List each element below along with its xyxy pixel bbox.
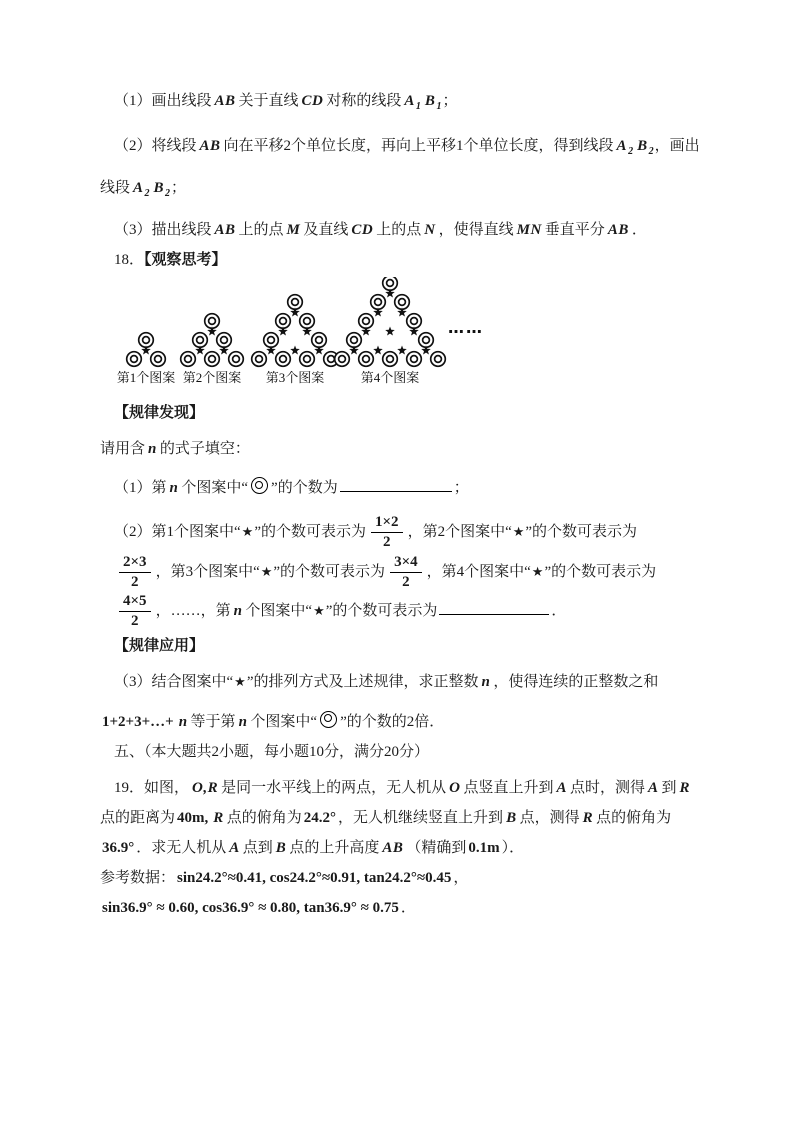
fraction-numerator: 1×2 [371,514,403,533]
math-variable: A [229,839,240,856]
text-run: ，第3个图案中“ [155,563,260,580]
pattern-circle [431,352,446,367]
text-run: ”的个数可表示为 [544,563,657,580]
text-run: 向在平移2个单位长度，再向上平移1个单位长度，得到线段 [223,138,614,154]
text-run: 点的距离为 [100,809,176,826]
pattern-circle [139,333,154,348]
text-run: 参考数据： [100,869,176,886]
math-variable: A [404,93,415,109]
star-icon: ★ [241,525,254,541]
math-variable: B [506,809,517,826]
math-subscript: 2 [144,188,150,199]
math-variable: R [213,809,224,826]
text-run: 的式子填空： [159,441,250,457]
bold-value: 36.9° [102,839,135,856]
text-run: ”的个数可表示为 [254,524,366,541]
ellipsis-dots: …… [448,318,484,337]
math-variable: A [556,779,567,796]
math-variable: R [679,779,691,796]
line-q17-part1 [100,88,694,120]
star-icon: ★ [313,604,325,620]
fraction-denominator: 2 [131,613,139,630]
text-run: ，第4个图案中“ [426,563,531,580]
star-icon: ★ [260,564,273,580]
text-run: 到 [661,779,677,796]
pattern-circle [264,333,279,348]
text-run: （3）描出线段 [114,222,212,238]
text-run: 个图案中“ [250,713,318,730]
text-run: 点到 [242,839,273,856]
pattern-star [290,346,300,355]
line-q19-3 [100,835,694,861]
math-subscript: 1 [436,101,442,112]
math-subscript: 2 [648,146,654,157]
math-variable: B [637,138,648,154]
pattern-star [397,346,407,355]
bold-value: 24.2° [303,809,337,826]
math-variable: AB [199,138,221,154]
pattern-circle [205,352,220,367]
pattern-figure-svg [112,277,672,390]
text-run: 线段 [100,180,131,196]
answer-blank [340,476,452,492]
bold-value: 0.1m [468,839,500,856]
bracket-header: 【规律发现】 [114,405,205,421]
line-q19-1 [100,775,694,801]
fraction-numerator: 4×5 [119,593,151,612]
pattern-star [385,327,395,336]
pattern-circle [229,352,244,367]
text-run: ”的个数可表示为 [525,524,638,541]
line-q19-2 [100,805,694,831]
text-run: 上的点 [238,222,284,238]
text-run: 19．如图， [114,779,190,796]
text-flow [100,88,700,934]
line-q18-part2-1 [100,514,694,552]
fraction [119,593,151,631]
math-variable: AB [382,839,404,856]
pattern-circle [288,295,303,310]
math-variable: AB [607,222,629,238]
pattern-circle [252,352,267,367]
text-run: 点的俯角为 [596,809,672,826]
text-run: ”的个数的2倍． [340,713,445,730]
pattern-circle [193,333,208,348]
answer-blank [439,599,549,615]
text-run: 五、（本大题共2小题，每小题10分，满分20分） [114,743,430,760]
math-subscript: 1 [415,101,421,112]
math-variable: B [153,180,165,196]
text-run: ． [551,603,567,620]
pattern-circle [205,314,220,329]
text-run: ，使得直线 [438,222,514,238]
bold-value: 1+2+3+…+ [102,713,174,730]
line-q18-instruction [100,436,694,462]
text-run: （2）第1个图案中“ [114,524,241,541]
pattern-circle [300,352,315,367]
pattern-star [373,346,383,355]
math-variable: B [424,93,436,109]
text-run: ，……，第 [155,603,231,620]
pattern-circle [407,314,422,329]
bold-value: sin36.9° ≈ 0.60, cos36.9° ≈ 0.80, tan36.9° ≈ 0.75 [102,899,399,916]
math-variable: n [169,480,179,496]
pattern-label: 第4个图案 [360,370,420,385]
math-variable: R [582,809,594,826]
line-section-application [100,633,694,659]
line-q18-heading [100,247,694,273]
pattern-circle [181,352,196,367]
bold-value: sin24.2°≈0.41, cos24.2°≈0.91, tan24.2°≈0.45 [177,869,452,886]
math-variable: M [286,222,301,238]
math-variable: n [481,673,491,690]
line-q18-blank1 [100,475,694,501]
math-variable: CD [351,222,374,238]
pattern-label: 第1个图案 [116,370,176,385]
text-run: 点时，测得 [570,779,646,796]
bracket-header: 【规律应用】 [114,637,205,654]
pattern-circle [383,277,398,290]
math-variable: A [648,779,659,796]
fraction-numerator: 3×4 [390,554,422,573]
math-variable: AB [214,93,236,109]
pattern-circle [347,333,362,348]
math-variable: n [238,713,248,730]
math-variable: MN [516,222,542,238]
text-run: ． [400,899,416,916]
text-run: ”的个数可表示为 [325,603,438,620]
bold-value: 40m, [177,809,209,826]
text-run: 点的俯角为 [226,809,302,826]
pattern-circle [359,352,374,367]
star-icon: ★ [512,525,525,541]
text-run: （3）结合图案中“ [114,673,234,690]
text-run: ”的个数可表示为 [273,563,386,580]
text-run: ”的排列方式及上述规律，求正整数 [246,673,479,690]
math-variable: A [616,138,628,154]
fraction [119,554,151,592]
line-q17-part2-1 [100,133,700,165]
math-variable: B [275,839,287,856]
bracket-header: 【观察思考】 [144,252,227,268]
pattern-circle [395,295,410,310]
text-run: ； [453,480,469,496]
pattern-circle [312,333,327,348]
pattern-circle [407,352,422,367]
text-run: 请用含 [100,441,146,457]
line-q18-part2-3 [100,593,694,631]
star-icon: ★ [531,564,544,580]
text-run: 关于直线 [238,93,299,109]
pattern-circle [300,314,315,329]
text-run: 对称的线段 [326,93,402,109]
text-run: ”的个数为 [271,480,338,496]
text-run: ）． [501,839,525,856]
fraction [371,514,403,552]
math-variable: O,R [192,779,219,796]
pattern-circle [359,314,374,329]
text-run: ，画出 [654,138,700,154]
text-run: 点竖直上升到 [463,779,554,796]
text-run: 及直线 [303,222,349,238]
text-run: ，无人机继续竖直上升到 [338,809,504,826]
text-run: 18． [114,252,145,268]
text-run: 点的上升高度 [289,839,380,856]
pattern-label: 第2个图案 [182,370,242,385]
pattern-circle [276,352,291,367]
math-variable: AB [214,222,236,238]
text-run: 个图案中“ [181,480,249,496]
text-run: 垂直平分 [544,222,605,238]
star-icon: ★ [234,674,246,690]
math-variable: n [233,603,243,620]
line-q17-part2-2 [100,175,694,207]
pattern-circle [217,333,232,348]
fraction-denominator: 2 [402,573,410,590]
math-subscript: 2 [628,146,634,157]
pattern-circle [419,333,434,348]
math-variable: n [178,713,188,730]
text-run: ． [631,222,647,238]
text-run: ； [442,93,458,109]
pattern-circle [371,295,386,310]
line-q17-part3 [100,217,694,243]
pattern-figure [112,277,694,390]
text-run: （精确到 [406,839,467,856]
math-variable: O [449,779,461,796]
fraction-denominator: 2 [131,573,139,590]
text-run: 点，测得 [519,809,580,826]
line-section-five [100,739,694,765]
text-run: ， [453,869,469,886]
double-ring-icon [320,711,337,728]
text-run: ； [171,180,187,196]
text-run: 个图案中“ [245,603,313,620]
double-ring-icon [251,477,268,494]
math-variable: N [424,222,436,238]
line-q19-refdata-2 [100,895,694,921]
text-run: ，第2个图案中“ [407,524,512,541]
text-run: （2）将线段 [114,138,197,154]
fraction [390,554,422,592]
line-q18-part3-1 [100,669,694,696]
pattern-label: 第3个图案 [265,370,325,385]
line-q18-part3-2 [100,709,694,735]
math-subscript: 2 [165,188,171,199]
text-run: 等于第 [190,713,236,730]
math-variable: CD [301,93,324,109]
text-run: （1）画出线段 [114,93,212,109]
line-q19-refdata-1 [100,865,694,891]
pattern-circle [383,352,398,367]
math-variable: A [133,180,144,196]
math-variable: n [148,441,157,457]
fraction-denominator: 2 [383,534,391,551]
text-run: ．求无人机从 [136,839,227,856]
pattern-circle [127,352,142,367]
line-q18-part2-2 [100,554,694,592]
pattern-circle [276,314,291,329]
text-run: （1）第 [114,480,167,496]
line-section-discovery [100,400,694,426]
pattern-circle [151,352,166,367]
fraction-numerator: 2×3 [119,554,151,573]
text-run: ，使得连续的正整数之和 [493,673,659,690]
text-run: 是同一水平线上的两点，无人机从 [221,779,447,796]
text-run: 上的点 [376,222,422,238]
pattern-circle [335,352,350,367]
